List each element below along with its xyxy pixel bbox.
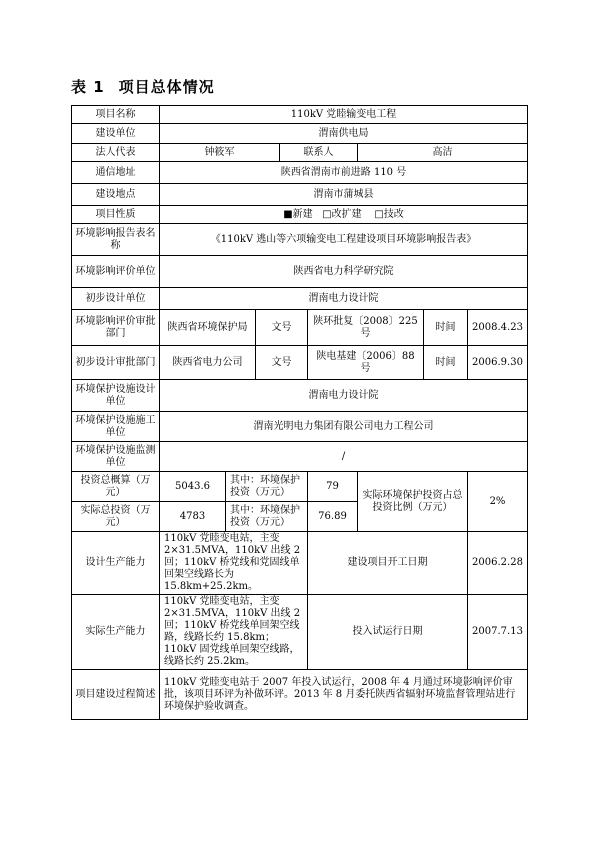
- contact-value: 高洁: [358, 144, 528, 162]
- site-label: 建设地点: [72, 184, 160, 206]
- env-ratio-label: 实际环境保护投资占总投资比例（万元）: [358, 472, 468, 532]
- contact-label: 联系人: [280, 144, 358, 162]
- builder-label: 建设单位: [72, 124, 160, 144]
- run-date-value: 2007.7.13: [468, 595, 528, 670]
- eia-time-label: 时间: [424, 310, 468, 346]
- design-unit-label: 初步设计单位: [72, 288, 160, 310]
- table-row: [72, 412, 528, 442]
- env-monitor-label: 环境保护设施监测单位: [72, 442, 160, 472]
- env-invest-budget-label: 其中：环境保护投资（万元）: [226, 472, 308, 502]
- table-number: 表 1: [71, 78, 105, 96]
- report-name-value: 《110kV 逃山等六项输变电工程建设项目环境影响报告表》: [160, 224, 528, 256]
- nature-new-checkbox: ■新建: [283, 208, 313, 220]
- actual-capacity-label: 实际生产能力: [72, 595, 160, 670]
- eia-doc-value: 陕环批复〔2008〕225 号: [308, 310, 424, 346]
- env-construct-label: 环境保护设施施工单位: [72, 412, 160, 442]
- eia-approval-label: 环境影响评价审批部门: [72, 310, 160, 346]
- builder-value: 渭南供电局: [160, 124, 528, 144]
- invest-actual-label: 实际总投资（万元）: [72, 502, 160, 532]
- table-row: [72, 380, 528, 412]
- project-name-label: 项目名称: [72, 106, 160, 124]
- table-caption: 项目总体情况: [118, 78, 215, 96]
- address-label: 通信地址: [72, 162, 160, 184]
- table-row: [72, 288, 528, 310]
- env-design-value: 渭南电力设计院: [160, 380, 528, 412]
- run-date-label: 投入试运行日期: [308, 595, 468, 670]
- env-construct-value: 渭南光明电力集团有限公司电力工程公司: [160, 412, 528, 442]
- table-row: [72, 256, 528, 288]
- table-row: [72, 224, 528, 256]
- nature-tech-checkbox: □技改: [374, 208, 404, 220]
- table-row: [72, 144, 528, 162]
- table-row: [72, 670, 528, 720]
- table-row: [72, 346, 528, 380]
- nature-options: [160, 206, 528, 224]
- address-value: 陕西省渭南市前进路 110 号: [160, 162, 528, 184]
- design-doc-value: 陕电基建〔2006〕88 号: [308, 346, 424, 380]
- design-capacity-value: 110kV 党睦变电站，主变 2×31.5MVA，110kV 出线 2 回；110kV 桥党线和党固线单回架空线路长为 15.8km+25.2km。: [160, 532, 308, 595]
- design-doc-label: 文号: [256, 346, 308, 380]
- nature-ext-checkbox: □改扩建: [322, 208, 362, 220]
- table-row: [72, 162, 528, 184]
- eia-doc-label: 文号: [256, 310, 308, 346]
- nature-label: 项目性质: [72, 206, 160, 224]
- process-label: 项目建设过程简述: [72, 670, 160, 720]
- env-ratio-value: 2%: [468, 472, 528, 532]
- process-value: 110kV 党睦变电站于 2007 年投入试运行，2008 年 4 月通过环境影响评价审批，该项目环评为补做环评。2013 年 8 月委托陕西省辐射环境监督管理站进行环境保护验收调查。: [160, 670, 528, 720]
- design-time-label: 时间: [424, 346, 468, 380]
- legal-label: 法人代表: [72, 144, 160, 162]
- design-approval-dept: 陕西省电力公司: [160, 346, 256, 380]
- table-row: [72, 472, 528, 502]
- legal-value: 钟筱军: [160, 144, 280, 162]
- table-row: [72, 595, 528, 670]
- start-date-label: 建设项目开工日期: [308, 532, 468, 595]
- invest-actual-value: 4783: [160, 502, 226, 532]
- project-name-value: 110kV 党睦输变电工程: [160, 106, 528, 124]
- eia-unit-value: 陕西省电力科学研究院: [160, 256, 528, 288]
- actual-capacity-value: 110kV 党睦变电站，主变 2×31.5MVA，110kV 出线 2 回；110kV 桥党线单回架空线路，线路长约 15.8km；110kV 固党线单回架空线路，线路长约 25.2km。: [160, 595, 308, 670]
- table-title: [71, 76, 229, 97]
- invest-budget-label: 投资总概算（万元）: [72, 472, 160, 502]
- design-approval-label: 初步设计审批部门: [72, 346, 160, 380]
- env-invest-actual-label: 其中：环境保护投资（万元）: [226, 502, 308, 532]
- start-date-value: 2006.2.28: [468, 532, 528, 595]
- table-row: [72, 532, 528, 595]
- env-design-label: 环境保护设施设计单位: [72, 380, 160, 412]
- table-row: [72, 442, 528, 472]
- env-invest-budget-value: 79: [308, 472, 358, 502]
- table-row: [72, 124, 528, 144]
- eia-time-value: 2008.4.23: [468, 310, 528, 346]
- design-time-value: 2006.9.30: [468, 346, 528, 380]
- table-row: [72, 206, 528, 224]
- site-value: 渭南市蒲城县: [160, 184, 528, 206]
- eia-unit-label: 环境影响评价单位: [72, 256, 160, 288]
- env-monitor-value: /: [160, 442, 528, 472]
- table-row: [72, 184, 528, 206]
- eia-approval-dept: 陕西省环境保护局: [160, 310, 256, 346]
- design-unit-value: 渭南电力设计院: [160, 288, 528, 310]
- design-capacity-label: 设计生产能力: [72, 532, 160, 595]
- invest-budget-value: 5043.6: [160, 472, 226, 502]
- table-row: [72, 106, 528, 124]
- report-name-label: 环境影响报告表名称: [72, 224, 160, 256]
- project-overview-table: [71, 105, 528, 720]
- table-row: [72, 310, 528, 346]
- env-invest-actual-value: 76.89: [308, 502, 358, 532]
